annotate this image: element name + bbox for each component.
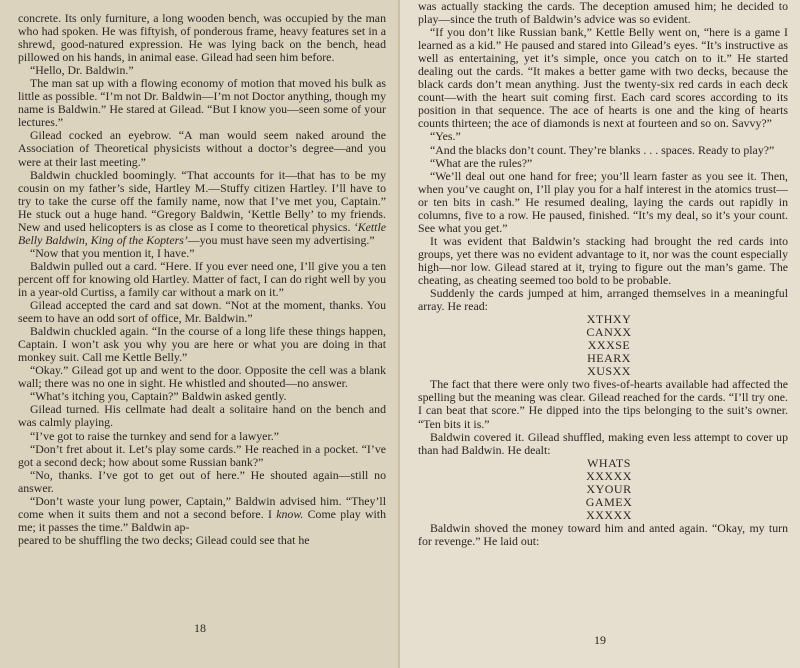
card-row: CANXX — [586, 325, 632, 340]
paragraph: Baldwin chuckled again. “In the course of a long life these things happen, Captain. I won’t ask you why you are here or what you are doing in that monkey suit. Call me Kettle Belly.” — [18, 324, 386, 365]
paragraph: Baldwin covered it. Gilead shuffled, making even less attempt to cover up than had Baldwin. He dealt: — [418, 429, 788, 457]
paragraph-text: Baldwin chuckled boomingly. “That accounts for it—that has to be my cousin on my father’s side, Hartley M.—Stuffy citizen Hartley. I’ll have to try to take the curse off the family name, now that I’ve met you, Captain.” He stuck out a huge hand. “Gregory Baldwin, ‘Kettle Belly’ to my friends. New and used helicopters is as close as I come to theoretical physics. — [18, 167, 386, 234]
card-row: XTHXY — [586, 312, 632, 327]
card-row: XYOUR — [586, 481, 632, 496]
paragraph: “What are the rules?” — [430, 155, 533, 170]
paragraph: “Okay.” Gilead got up and went to the door. Opposite the cell was a blank wall; there was no one in sight. He whistled and shouted—no answer. — [18, 363, 386, 391]
right-text-column — [418, 0, 788, 640]
paragraph-text: —you must have seen my advertising.” — [187, 232, 375, 247]
paragraph-text: “Don’t waste your lung power, Captain,” Baldwin advised him. “They’ll come when it suits them and not a second before. I — [18, 493, 386, 521]
paragraph: The fact that there were only two fives-of-hearts available had affected the spelling but the meaning was clear. Gilead reached for the cards. “I’ll try one. I can beat that score.” He dipped into the tips belonging to the suit’s owner. “Ten bits it is.” — [418, 377, 788, 431]
italic-phrase: ‘Kettle Belly Baldwin, King of the Kopters’ — [18, 219, 386, 247]
card-row: XXXSE — [587, 338, 631, 353]
card-row: WHATS — [587, 455, 631, 470]
paragraph — [18, 495, 386, 534]
paragraph: Gilead accepted the card and sat down. “Not at the moment, thanks. You seem to have an odd sort of office, Mr. Baldwin.” — [18, 298, 386, 326]
left-text-column — [18, 12, 386, 652]
paragraph: “And the blacks don’t count. They’re blanks . . . spaces. Ready to play?” — [430, 142, 775, 157]
paragraph: “If you don’t like Russian bank,” Kettle Belly went on, “here is a game I learned as a kid.” He paused and stared into Gilead’s eyes. “It’s instructive as well as entertaining, yet it’s simple, once you catch on to it.” He started dealing out the cards. “It makes a better game with two decks, because the black cards don’t mean anything. Just the twenty-six red cards in each deck count—with the heart suit coming first. Each card scores according to its position in that sequence. The ace of hearts is one and the king of hearts counts thirteen; the ace of diamonds is next at fourteen and so on. Savvy?” — [418, 25, 788, 131]
card-row: XXXXX — [586, 468, 632, 483]
paragraph: “Hello, Dr. Baldwin.” — [30, 63, 134, 78]
paragraph: “What’s itching you, Captain?” Baldwin asked gently. — [30, 389, 287, 404]
italic-word: know. — [276, 506, 304, 521]
paragraph: “Yes.” — [430, 129, 461, 144]
card-grid-1 — [418, 313, 788, 378]
card-row: HEARX — [587, 351, 631, 366]
card-grid-2 — [418, 457, 788, 522]
right-page — [400, 0, 800, 668]
paragraph: concrete. Its only furniture, a long wooden bench, was occupied by the man who had spoken. He was fiftyish, of ponderous frame, heavy features set in a shrewd, good-natured expression. He was lying back on the bench, head pillowed on his hands, in animal ease. Gilead had seen him before. — [18, 12, 386, 65]
paragraph: It was evident that Baldwin’s stacking had brought the red cards into groups, yet there was no evident advantage to it, nor was the count especially high—nor low. Gilead stared at it, trying to figure out the man’s game. The cheating, as cheating seemed too bold to be probable. — [418, 233, 788, 287]
card-row: XUSXX — [587, 364, 631, 379]
paragraph: The man sat up with a flowing economy of motion that moved his bulk as little as possible. “I’m not Dr. Baldwin—I’m not Doctor anything, though my name is Baldwin.” He stared at Gilead. “But I know you—seen some of your lectures.” — [18, 76, 386, 130]
paragraph — [18, 169, 386, 247]
card-row: XXXXX — [586, 507, 632, 522]
paragraph: “Now that you mention it, I have.” — [30, 245, 195, 260]
paragraph-text: Come play with me; it passes the time.” Baldwin ap- — [18, 506, 386, 534]
paragraph: Baldwin pulled out a card. “Here. If you ever need one, I’ll give you a ten percent off for knowing old Hartley. Matter of fact, I can do right well by you in a year-old Curtiss, a family car without a mark on it.” — [18, 258, 386, 299]
paragraph: peared to be shuffling the two decks; Gilead could see that he — [18, 532, 310, 547]
paragraph: “We’ll deal out one hand for free; you’ll learn faster as you see it. Then, when you’ve caught on, I’ll play you for a half interest in the atomics trust—or ten bits in cash.” He resumed dealing, laying the cards out rapidly in columns, five to a row. He paused, finished. “It’s my deal, so it’s your count. See what you get.” — [418, 168, 788, 235]
paragraph: Baldwin shoved the money toward him and anted again. “Okay, my turn for revenge.” He laid out: — [418, 520, 788, 548]
paragraph: “Don’t fret about it. Let’s play some cards.” He reached in a pocket. “I’ve got a second deck; how about some Russian bank?” — [18, 441, 386, 469]
paragraph: was actually stacking the cards. The deception amused him; he decided to play—since the truth of Baldwin’s advice was so evident. — [418, 0, 788, 27]
paragraph: Gilead cocked an eyebrow. “A man would seem naked around the Association of Theoretical physicists without a doctor’s degree—and you were at their last meeting.” — [18, 128, 386, 169]
paragraph: Gilead turned. His cellmate had dealt a solitaire hand on the bench and was calmly playing. — [18, 402, 386, 430]
page-number: 19 — [594, 633, 606, 647]
card-row: GAMEX — [585, 494, 633, 509]
paragraph: Suddenly the cards jumped at him, arranged themselves in a meaningful array. He read: — [418, 286, 788, 314]
paragraph: “No, thanks. I’ve got to get out of here.” He shouted again—still no answer. — [18, 467, 386, 495]
paragraph: “I’ve got to raise the turnkey and send for a lawyer.” — [30, 428, 279, 443]
page-number: 18 — [194, 621, 206, 635]
